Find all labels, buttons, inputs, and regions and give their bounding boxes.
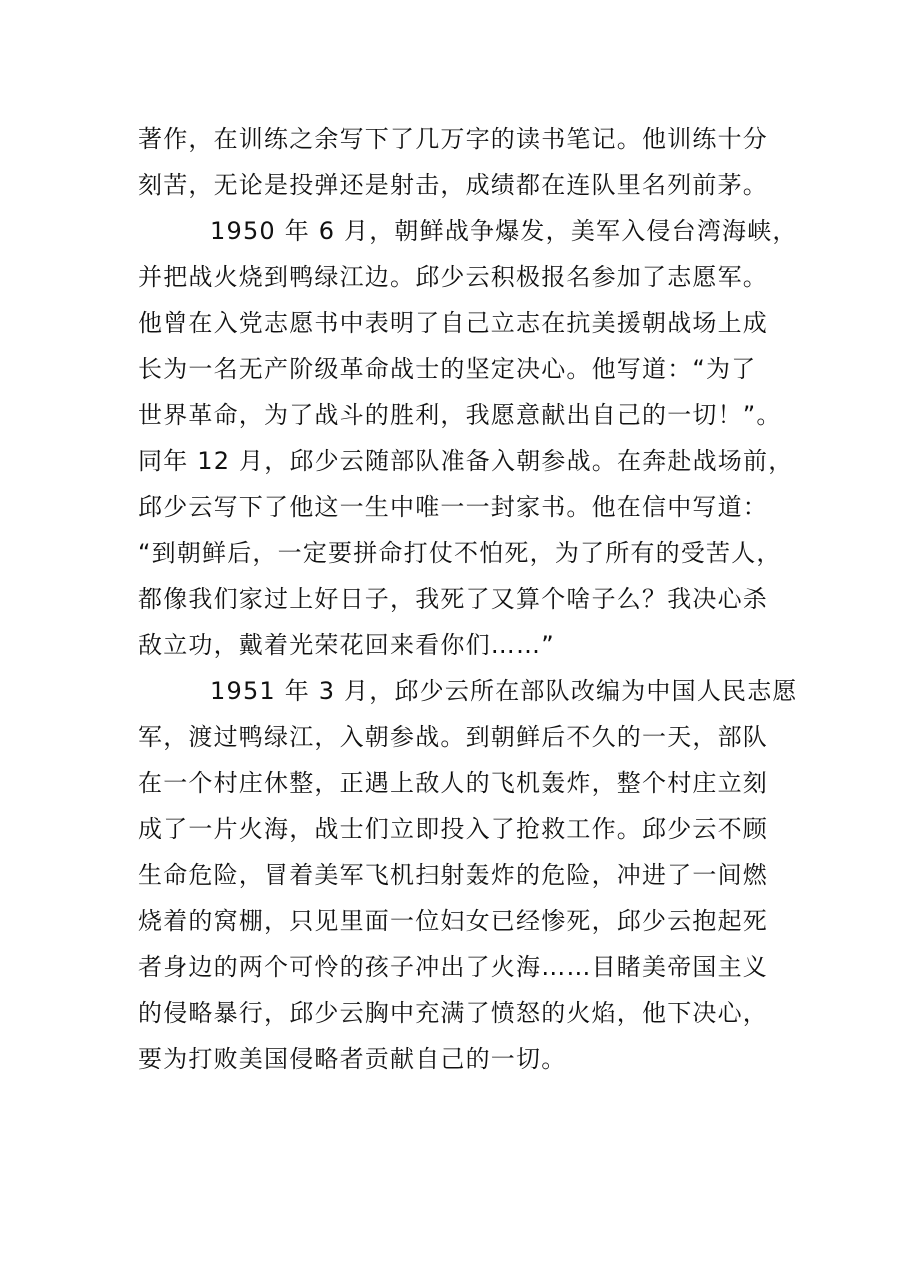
text-line: 同年 12 月，邱少云随部队准备入朝参战。在奔赴战场前，	[138, 447, 794, 475]
text-line: 世界革命，为了战斗的胜利，我愿意献出自己的一切！”。	[138, 401, 782, 429]
text-line: 军，渡过鸭绿江，入朝参战。到朝鲜后不久的一天，部队	[138, 723, 768, 751]
text-line: 邱少云写下了他这一生中唯一一封家书。他在信中写道：	[138, 493, 768, 521]
text-line: 并把战火烧到鸭绿江边。邱少云积极报名参加了志愿军。	[138, 263, 768, 291]
text-line: “到朝鲜后，一定要拼命打仗不怕死，为了所有的受苦人，	[138, 539, 782, 567]
text-line: 成了一片火海，战士们立即投入了抢救工作。邱少云不顾	[138, 815, 768, 843]
text-line: 1950 年 6 月，朝鲜战争爆发，美军入侵台湾海峡，	[210, 217, 798, 245]
text-line: 著作，在训练之余写下了几万字的读书笔记。他训练十分	[138, 125, 768, 153]
text-line: 要为打败美国侵略者贡献自己的一切。	[138, 1045, 567, 1073]
text-line: 者身边的两个可怜的孩子冲出了火海……目睹美帝国主义	[138, 953, 768, 981]
text-line: 都像我们家过上好日子，我死了又算个啥子么？我决心杀	[138, 585, 768, 613]
text-line: 烧着的窝棚，只见里面一位妇女已经惨死，邱少云抱起死	[138, 907, 768, 935]
body-text	[138, 116, 798, 1082]
text-line: 刻苦，无论是投弹还是射击，成绩都在连队里名列前茅。	[138, 171, 768, 199]
text-line: 敌立功，戴着光荣花回来看你们……”	[138, 631, 555, 659]
text-line: 他曾在入党志愿书中表明了自己立志在抗美援朝战场上成	[138, 309, 768, 337]
text-line: 长为一名无产阶级革命战士的坚定决心。他写道：“为了	[138, 355, 757, 383]
text-line: 生命危险，冒着美军飞机扫射轰炸的危险，冲进了一间燃	[138, 861, 768, 889]
text-line: 的侵略暴行，邱少云胸中充满了愤怒的火焰，他下决心，	[138, 999, 768, 1027]
text-line: 1951 年 3 月，邱少云所在部队改编为中国人民志愿	[210, 677, 798, 705]
text-line: 在一个村庄休整，正遇上敌人的飞机轰炸，整个村庄立刻	[138, 769, 768, 797]
